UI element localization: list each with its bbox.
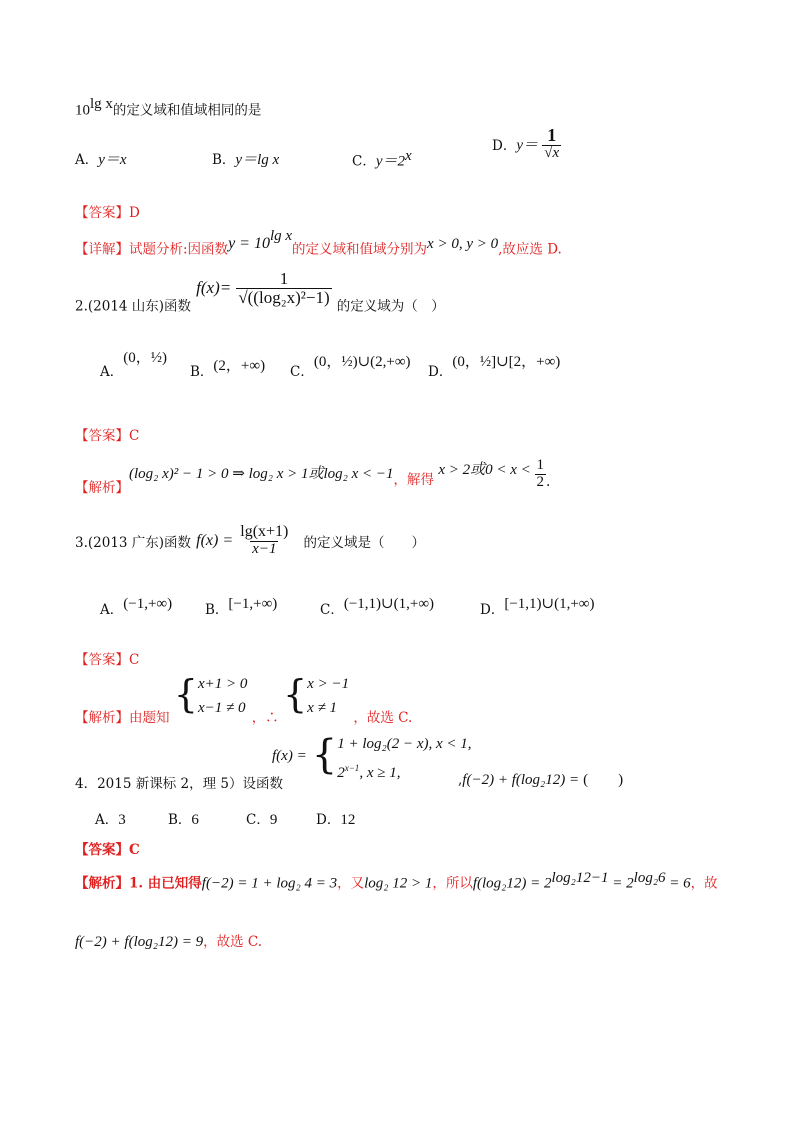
q2-analysis: 【解析】(log₂ x)² − 1 > 0 ⇒ log₂ x > 1或log₂ x < −1，解得 x > 2或0 < x < $\frac{1}{2}$ . <box>75 457 551 496</box>
q1-stem <box>75 96 261 119</box>
q1-stem-expr: 10 <box>75 102 90 119</box>
q2-stem: 2.(2014 山东)函数 f(x)= $\frac{1}{\text{√((log₂x)²−1)}}$ 的定义域为（ ） <box>75 269 445 315</box>
q3-option-c: C．(−1,1)∪(1,+∞) <box>320 596 435 618</box>
q1-option-b: B．y＝lg x <box>212 152 280 168</box>
q3-option-d: D．[−1,1)∪(1,+∞) <box>480 596 595 618</box>
q1-detail: 【详解】试题分析:因函数$y = 10^{lg x}$的定义域和值域分别为x > 0, y > 0,故应选 D. <box>75 228 562 258</box>
q1-option-a: A．y＝x <box>75 152 127 168</box>
q2-option-b: B．(2，+∞) <box>190 358 266 380</box>
q3-analysis: 【解析】由题知 {x+1 > 0 x−1 ≠ 0 ，∴ {x > −1 x ≠ 1 ，故选 C. <box>75 672 413 726</box>
q3-system-2: {x > −1 x ≠ 1 <box>282 672 350 716</box>
q4-option-c: C．9 <box>246 812 278 828</box>
q4-option-a: A．3 <box>95 812 126 828</box>
q2-option-d: D．(0，½]∪[2，+∞) <box>428 354 561 380</box>
q4-stem: 4．2015 新课标 2，理 5）设函数 <box>75 776 283 792</box>
q3-stem: 3.(2013 广东)函数 f(x) = $\frac{\lg(x+1)}{x-1}$ 的定义域是（ ） <box>75 523 425 557</box>
q1-stem-exp: lg x <box>90 96 113 112</box>
q1-answer: 【答案】D <box>75 205 140 221</box>
q4-option-d: D．12 <box>316 812 356 828</box>
q4-answer: 【答案】C <box>75 842 140 858</box>
q3-option-a: A．(−1,+∞) <box>100 596 173 618</box>
q3-system-1: {x+1 > 0 x−1 ≠ 0 <box>173 672 248 716</box>
q4-piecewise: f(x) = {1 + log₂(2 − x), x < 1, $2^{x-1}$, x ≥ 1, <box>272 732 472 781</box>
q4-analysis-line1: 【解析】1. 由已知得f(−2) = 1 + log₂ 4 = 3，又log₂ 12 > 1，所以$f(\log_212) = 2^{log_212-1} = 2^{log_26} = 6$，故 <box>75 870 718 892</box>
q1-option-d: D．y＝ $\frac{1}{√x}$ <box>492 125 560 161</box>
q2-analysis-fraction: $\frac{1}{2}$ <box>536 457 545 490</box>
q4-question: ,f(−2) + f(log₂12) = ( ) <box>458 772 624 788</box>
q3-answer: 【答案】C <box>75 652 140 668</box>
q1-option-c: C．$y=2^x$ <box>352 148 412 170</box>
q4-analysis-line2: f(−2) + f(log₂12) = 9，故选 C. <box>75 934 263 950</box>
q2-option-c: C．(0，½)∪(2,+∞) <box>290 354 411 380</box>
q2-option-a: A．(0，½) <box>100 350 167 380</box>
q1-option-d-fraction: $\frac{1}{√x}$ <box>544 125 560 161</box>
q1-stem-text: 的定义域和值域相同的是 <box>112 102 262 119</box>
q2-function-fraction: $\frac{1}{\text{√((log₂x)²−1)}}$ <box>238 269 330 307</box>
q4-option-b: B．6 <box>168 812 199 828</box>
q3-function-fraction: $\frac{\lg(x+1)}{x-1}$ <box>240 523 289 557</box>
q2-answer: 【答案】C <box>75 428 140 444</box>
q3-option-b: B．[−1,+∞) <box>205 596 278 618</box>
